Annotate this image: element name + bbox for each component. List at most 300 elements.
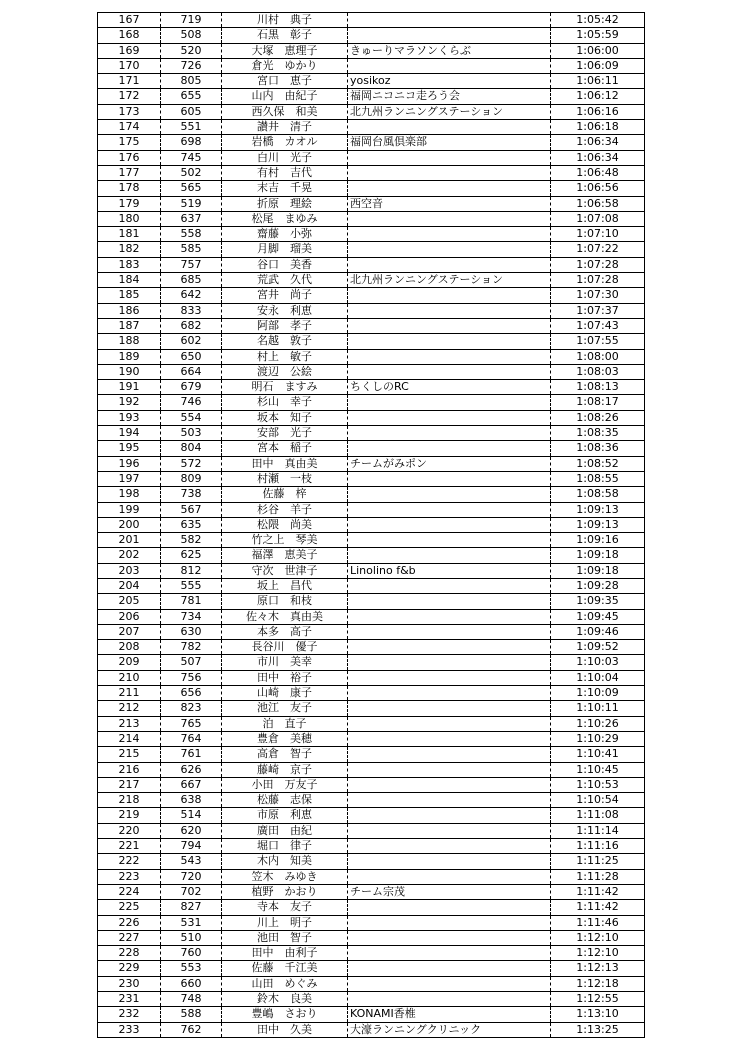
runner-name-cell: 小田 万友子 bbox=[222, 777, 348, 792]
finish-time-cell: 1:05:59 bbox=[551, 28, 645, 43]
table-row bbox=[98, 640, 645, 655]
bib-number-cell: 760 bbox=[161, 946, 222, 961]
bib-number-cell: 794 bbox=[161, 839, 222, 854]
table-row bbox=[98, 242, 645, 257]
rank-cell: 202 bbox=[98, 548, 161, 563]
runner-name-cell: 折原 理絵 bbox=[222, 196, 348, 211]
finish-time-cell: 1:07:22 bbox=[551, 242, 645, 257]
finish-time-cell: 1:09:18 bbox=[551, 548, 645, 563]
team-name-cell: yosikoz bbox=[348, 74, 551, 89]
bib-number-cell: 833 bbox=[161, 303, 222, 318]
table-row bbox=[98, 823, 645, 838]
team-name-cell bbox=[348, 13, 551, 28]
rank-cell: 217 bbox=[98, 777, 161, 792]
table-row bbox=[98, 747, 645, 762]
runner-name-cell: 植野 かおり bbox=[222, 884, 348, 899]
team-name-cell bbox=[348, 900, 551, 915]
finish-time-cell: 1:10:11 bbox=[551, 701, 645, 716]
runner-name-cell: 坂本 知子 bbox=[222, 410, 348, 425]
finish-time-cell: 1:06:18 bbox=[551, 120, 645, 135]
bib-number-cell: 738 bbox=[161, 487, 222, 502]
bib-number-cell: 823 bbox=[161, 701, 222, 716]
table-row bbox=[98, 869, 645, 884]
runner-name-cell: 本多 高子 bbox=[222, 624, 348, 639]
rank-cell: 213 bbox=[98, 716, 161, 731]
team-name-cell bbox=[348, 731, 551, 746]
runner-name-cell: 田中 裕子 bbox=[222, 670, 348, 685]
team-name-cell bbox=[348, 946, 551, 961]
table-row bbox=[98, 686, 645, 701]
table-row bbox=[98, 1022, 645, 1037]
bib-number-cell: 558 bbox=[161, 227, 222, 242]
table-row bbox=[98, 43, 645, 58]
rank-cell: 194 bbox=[98, 426, 161, 441]
team-name-cell bbox=[348, 181, 551, 196]
rank-cell: 233 bbox=[98, 1022, 161, 1037]
rank-cell: 185 bbox=[98, 288, 161, 303]
rank-cell: 184 bbox=[98, 273, 161, 288]
rank-cell: 224 bbox=[98, 884, 161, 899]
table-row bbox=[98, 89, 645, 104]
bib-number-cell: 553 bbox=[161, 961, 222, 976]
finish-time-cell: 1:08:55 bbox=[551, 471, 645, 486]
bib-number-cell: 502 bbox=[161, 165, 222, 180]
runner-name-cell: 堀口 律子 bbox=[222, 839, 348, 854]
finish-time-cell: 1:09:18 bbox=[551, 563, 645, 578]
team-name-cell: 北九州ランニングステーション bbox=[348, 273, 551, 288]
bib-number-cell: 650 bbox=[161, 349, 222, 364]
table-row bbox=[98, 196, 645, 211]
table-row bbox=[98, 1007, 645, 1022]
finish-time-cell: 1:09:13 bbox=[551, 517, 645, 532]
team-name-cell bbox=[348, 533, 551, 548]
runner-name-cell: 倉光 ゆかり bbox=[222, 58, 348, 73]
table-row bbox=[98, 854, 645, 869]
rank-cell: 179 bbox=[98, 196, 161, 211]
team-name-cell bbox=[348, 823, 551, 838]
runner-name-cell: 田中 真由美 bbox=[222, 456, 348, 471]
runner-name-cell: 山内 由紀子 bbox=[222, 89, 348, 104]
team-name-cell bbox=[348, 441, 551, 456]
table-row bbox=[98, 701, 645, 716]
rank-cell: 216 bbox=[98, 762, 161, 777]
runner-name-cell: 長谷川 優子 bbox=[222, 640, 348, 655]
table-row bbox=[98, 227, 645, 242]
table-row bbox=[98, 181, 645, 196]
finish-time-cell: 1:12:18 bbox=[551, 976, 645, 991]
table-row bbox=[98, 13, 645, 28]
bib-number-cell: 720 bbox=[161, 869, 222, 884]
bib-number-cell: 745 bbox=[161, 150, 222, 165]
runner-name-cell: 池江 友子 bbox=[222, 701, 348, 716]
team-name-cell bbox=[348, 869, 551, 884]
runner-name-cell: 宮口 恵子 bbox=[222, 74, 348, 89]
runner-name-cell: 守次 世津子 bbox=[222, 563, 348, 578]
finish-time-cell: 1:09:35 bbox=[551, 594, 645, 609]
finish-time-cell: 1:08:36 bbox=[551, 441, 645, 456]
runner-name-cell: 高倉 智子 bbox=[222, 747, 348, 762]
finish-time-cell: 1:10:29 bbox=[551, 731, 645, 746]
bib-number-cell: 781 bbox=[161, 594, 222, 609]
rank-cell: 186 bbox=[98, 303, 161, 318]
rank-cell: 178 bbox=[98, 181, 161, 196]
rank-cell: 220 bbox=[98, 823, 161, 838]
bib-number-cell: 809 bbox=[161, 471, 222, 486]
runner-name-cell: 齋藤 小弥 bbox=[222, 227, 348, 242]
team-name-cell bbox=[348, 808, 551, 823]
finish-time-cell: 1:08:17 bbox=[551, 395, 645, 410]
table-row bbox=[98, 793, 645, 808]
bib-number-cell: 620 bbox=[161, 823, 222, 838]
finish-time-cell: 1:06:34 bbox=[551, 150, 645, 165]
finish-time-cell: 1:10:54 bbox=[551, 793, 645, 808]
bib-number-cell: 827 bbox=[161, 900, 222, 915]
team-name-cell bbox=[348, 487, 551, 502]
finish-time-cell: 1:09:16 bbox=[551, 533, 645, 548]
runner-name-cell: 月脚 瑠美 bbox=[222, 242, 348, 257]
bib-number-cell: 748 bbox=[161, 992, 222, 1007]
finish-time-cell: 1:06:09 bbox=[551, 58, 645, 73]
bib-number-cell: 520 bbox=[161, 43, 222, 58]
team-name-cell: 北九州ランニングステーション bbox=[348, 104, 551, 119]
finish-time-cell: 1:13:25 bbox=[551, 1022, 645, 1037]
team-name-cell bbox=[348, 150, 551, 165]
finish-time-cell: 1:09:45 bbox=[551, 609, 645, 624]
table-row bbox=[98, 777, 645, 792]
bib-number-cell: 531 bbox=[161, 915, 222, 930]
table-row bbox=[98, 961, 645, 976]
table-row bbox=[98, 517, 645, 532]
bib-number-cell: 756 bbox=[161, 670, 222, 685]
team-name-cell bbox=[348, 655, 551, 670]
table-row bbox=[98, 655, 645, 670]
table-row bbox=[98, 915, 645, 930]
team-name-cell bbox=[348, 915, 551, 930]
runner-name-cell: 石黒 彰子 bbox=[222, 28, 348, 43]
finish-time-cell: 1:10:41 bbox=[551, 747, 645, 762]
bib-number-cell: 734 bbox=[161, 609, 222, 624]
table-row bbox=[98, 28, 645, 43]
runner-name-cell: 松尾 まゆみ bbox=[222, 211, 348, 226]
table-row bbox=[98, 731, 645, 746]
finish-time-cell: 1:12:10 bbox=[551, 946, 645, 961]
team-name-cell bbox=[348, 471, 551, 486]
runner-name-cell: 川上 明子 bbox=[222, 915, 348, 930]
table-row bbox=[98, 563, 645, 578]
bib-number-cell: 757 bbox=[161, 257, 222, 272]
bib-number-cell: 664 bbox=[161, 364, 222, 379]
runner-name-cell: 池田 智子 bbox=[222, 930, 348, 945]
finish-time-cell: 1:11:25 bbox=[551, 854, 645, 869]
team-name-cell bbox=[348, 227, 551, 242]
bib-number-cell: 508 bbox=[161, 28, 222, 43]
finish-time-cell: 1:11:42 bbox=[551, 900, 645, 915]
table-row bbox=[98, 992, 645, 1007]
table-row bbox=[98, 135, 645, 150]
rank-cell: 231 bbox=[98, 992, 161, 1007]
finish-time-cell: 1:07:28 bbox=[551, 257, 645, 272]
runner-name-cell: 佐々木 真由美 bbox=[222, 609, 348, 624]
runner-name-cell: 有村 吉代 bbox=[222, 165, 348, 180]
runner-name-cell: 岩橋 カオル bbox=[222, 135, 348, 150]
runner-name-cell: 泊 直子 bbox=[222, 716, 348, 731]
table-row bbox=[98, 670, 645, 685]
team-name-cell bbox=[348, 318, 551, 333]
finish-time-cell: 1:11:46 bbox=[551, 915, 645, 930]
team-name-cell bbox=[348, 992, 551, 1007]
runner-name-cell: 村上 敏子 bbox=[222, 349, 348, 364]
bib-number-cell: 543 bbox=[161, 854, 222, 869]
rank-cell: 206 bbox=[98, 609, 161, 624]
bib-number-cell: 585 bbox=[161, 242, 222, 257]
table-row bbox=[98, 884, 645, 899]
finish-time-cell: 1:11:28 bbox=[551, 869, 645, 884]
runner-name-cell: 田中 由利子 bbox=[222, 946, 348, 961]
finish-time-cell: 1:06:00 bbox=[551, 43, 645, 58]
finish-time-cell: 1:06:12 bbox=[551, 89, 645, 104]
finish-time-cell: 1:09:52 bbox=[551, 640, 645, 655]
table-row bbox=[98, 58, 645, 73]
runner-name-cell: 田中 久美 bbox=[222, 1022, 348, 1037]
runner-name-cell: 山田 めぐみ bbox=[222, 976, 348, 991]
rank-cell: 195 bbox=[98, 441, 161, 456]
runner-name-cell: 渡辺 公絵 bbox=[222, 364, 348, 379]
rank-cell: 205 bbox=[98, 594, 161, 609]
finish-time-cell: 1:11:16 bbox=[551, 839, 645, 854]
rank-cell: 183 bbox=[98, 257, 161, 272]
rank-cell: 190 bbox=[98, 364, 161, 379]
rank-cell: 191 bbox=[98, 380, 161, 395]
rank-cell: 197 bbox=[98, 471, 161, 486]
rank-cell: 221 bbox=[98, 839, 161, 854]
finish-time-cell: 1:09:28 bbox=[551, 578, 645, 593]
table-row bbox=[98, 624, 645, 639]
rank-cell: 182 bbox=[98, 242, 161, 257]
finish-time-cell: 1:11:08 bbox=[551, 808, 645, 823]
bib-number-cell: 642 bbox=[161, 288, 222, 303]
team-name-cell bbox=[348, 839, 551, 854]
bib-number-cell: 812 bbox=[161, 563, 222, 578]
team-name-cell bbox=[348, 28, 551, 43]
finish-time-cell: 1:06:58 bbox=[551, 196, 645, 211]
team-name-cell bbox=[348, 854, 551, 869]
table-row bbox=[98, 334, 645, 349]
runner-name-cell: 明石 ますみ bbox=[222, 380, 348, 395]
finish-time-cell: 1:07:28 bbox=[551, 273, 645, 288]
bib-number-cell: 555 bbox=[161, 578, 222, 593]
team-name-cell bbox=[348, 716, 551, 731]
table-row bbox=[98, 900, 645, 915]
bib-number-cell: 761 bbox=[161, 747, 222, 762]
team-name-cell bbox=[348, 334, 551, 349]
rank-cell: 187 bbox=[98, 318, 161, 333]
bib-number-cell: 762 bbox=[161, 1022, 222, 1037]
team-name-cell bbox=[348, 410, 551, 425]
table-row bbox=[98, 395, 645, 410]
finish-time-cell: 1:06:48 bbox=[551, 165, 645, 180]
rank-cell: 201 bbox=[98, 533, 161, 548]
rank-cell: 169 bbox=[98, 43, 161, 58]
rank-cell: 173 bbox=[98, 104, 161, 119]
bib-number-cell: 630 bbox=[161, 624, 222, 639]
bib-number-cell: 565 bbox=[161, 181, 222, 196]
team-name-cell bbox=[348, 211, 551, 226]
rank-cell: 171 bbox=[98, 74, 161, 89]
finish-time-cell: 1:10:26 bbox=[551, 716, 645, 731]
team-name-cell bbox=[348, 364, 551, 379]
rank-cell: 175 bbox=[98, 135, 161, 150]
table-row bbox=[98, 257, 645, 272]
runner-name-cell: 藤崎 京子 bbox=[222, 762, 348, 777]
table-row bbox=[98, 930, 645, 945]
runner-name-cell: 福澤 恵美子 bbox=[222, 548, 348, 563]
bib-number-cell: 551 bbox=[161, 120, 222, 135]
table-row bbox=[98, 288, 645, 303]
rank-cell: 199 bbox=[98, 502, 161, 517]
table-row bbox=[98, 976, 645, 991]
rank-cell: 177 bbox=[98, 165, 161, 180]
rank-cell: 198 bbox=[98, 487, 161, 502]
table-row bbox=[98, 762, 645, 777]
rank-cell: 232 bbox=[98, 1007, 161, 1022]
table-row bbox=[98, 426, 645, 441]
rank-cell: 225 bbox=[98, 900, 161, 915]
runner-name-cell: 杉山 幸子 bbox=[222, 395, 348, 410]
runner-name-cell: 末吉 千晃 bbox=[222, 181, 348, 196]
bib-number-cell: 638 bbox=[161, 793, 222, 808]
team-name-cell bbox=[348, 58, 551, 73]
table-row bbox=[98, 594, 645, 609]
team-name-cell bbox=[348, 165, 551, 180]
finish-time-cell: 1:09:13 bbox=[551, 502, 645, 517]
team-name-cell bbox=[348, 793, 551, 808]
team-name-cell bbox=[348, 303, 551, 318]
bib-number-cell: 635 bbox=[161, 517, 222, 532]
team-name-cell bbox=[348, 257, 551, 272]
table-row bbox=[98, 150, 645, 165]
bib-number-cell: 805 bbox=[161, 74, 222, 89]
team-name-cell bbox=[348, 701, 551, 716]
table-row bbox=[98, 441, 645, 456]
table-row bbox=[98, 548, 645, 563]
team-name-cell: Linolino f&b bbox=[348, 563, 551, 578]
table-row bbox=[98, 410, 645, 425]
team-name-cell bbox=[348, 609, 551, 624]
team-name-cell bbox=[348, 395, 551, 410]
bib-number-cell: 698 bbox=[161, 135, 222, 150]
rank-cell: 174 bbox=[98, 120, 161, 135]
runner-name-cell: 村瀬 一枝 bbox=[222, 471, 348, 486]
table-row bbox=[98, 502, 645, 517]
runner-name-cell: 市原 利恵 bbox=[222, 808, 348, 823]
rank-cell: 207 bbox=[98, 624, 161, 639]
table-row bbox=[98, 303, 645, 318]
runner-name-cell: 豊倉 美穂 bbox=[222, 731, 348, 746]
team-name-cell: 福岡ニコニコ走ろう会 bbox=[348, 89, 551, 104]
rank-cell: 204 bbox=[98, 578, 161, 593]
results-table bbox=[97, 12, 645, 1038]
runner-name-cell: 安部 光子 bbox=[222, 426, 348, 441]
runner-name-cell: 谷口 美香 bbox=[222, 257, 348, 272]
table-row bbox=[98, 273, 645, 288]
finish-time-cell: 1:12:10 bbox=[551, 930, 645, 945]
runner-name-cell: 名越 敦子 bbox=[222, 334, 348, 349]
bib-number-cell: 514 bbox=[161, 808, 222, 823]
team-name-cell bbox=[348, 578, 551, 593]
runner-name-cell: 寺本 友子 bbox=[222, 900, 348, 915]
rank-cell: 188 bbox=[98, 334, 161, 349]
finish-time-cell: 1:13:10 bbox=[551, 1007, 645, 1022]
rank-cell: 230 bbox=[98, 976, 161, 991]
rank-cell: 170 bbox=[98, 58, 161, 73]
finish-time-cell: 1:08:13 bbox=[551, 380, 645, 395]
table-row bbox=[98, 609, 645, 624]
table-row bbox=[98, 104, 645, 119]
team-name-cell bbox=[348, 762, 551, 777]
finish-time-cell: 1:10:03 bbox=[551, 655, 645, 670]
rank-cell: 227 bbox=[98, 930, 161, 945]
finish-time-cell: 1:05:42 bbox=[551, 13, 645, 28]
runner-name-cell: 川村 典子 bbox=[222, 13, 348, 28]
runner-name-cell: 廣田 由紀 bbox=[222, 823, 348, 838]
team-name-cell bbox=[348, 624, 551, 639]
bib-number-cell: 765 bbox=[161, 716, 222, 731]
rank-cell: 210 bbox=[98, 670, 161, 685]
rank-cell: 193 bbox=[98, 410, 161, 425]
rank-cell: 215 bbox=[98, 747, 161, 762]
runner-name-cell: 松隈 尚美 bbox=[222, 517, 348, 532]
runner-name-cell: 松藤 志保 bbox=[222, 793, 348, 808]
finish-time-cell: 1:07:10 bbox=[551, 227, 645, 242]
finish-time-cell: 1:10:04 bbox=[551, 670, 645, 685]
bib-number-cell: 567 bbox=[161, 502, 222, 517]
runner-name-cell: 阿部 孝子 bbox=[222, 318, 348, 333]
table-row bbox=[98, 578, 645, 593]
bib-number-cell: 656 bbox=[161, 686, 222, 701]
finish-time-cell: 1:11:14 bbox=[551, 823, 645, 838]
table-row bbox=[98, 716, 645, 731]
finish-time-cell: 1:08:58 bbox=[551, 487, 645, 502]
rank-cell: 176 bbox=[98, 150, 161, 165]
bib-number-cell: 726 bbox=[161, 58, 222, 73]
rank-cell: 226 bbox=[98, 915, 161, 930]
bib-number-cell: 572 bbox=[161, 456, 222, 471]
bib-number-cell: 519 bbox=[161, 196, 222, 211]
finish-time-cell: 1:07:55 bbox=[551, 334, 645, 349]
finish-time-cell: 1:08:52 bbox=[551, 456, 645, 471]
team-name-cell bbox=[348, 777, 551, 792]
bib-number-cell: 679 bbox=[161, 380, 222, 395]
bib-number-cell: 605 bbox=[161, 104, 222, 119]
rank-cell: 200 bbox=[98, 517, 161, 532]
bib-number-cell: 782 bbox=[161, 640, 222, 655]
runner-name-cell: 杉谷 羊子 bbox=[222, 502, 348, 517]
rank-cell: 192 bbox=[98, 395, 161, 410]
finish-time-cell: 1:07:08 bbox=[551, 211, 645, 226]
runner-name-cell: 安永 利恵 bbox=[222, 303, 348, 318]
finish-time-cell: 1:08:00 bbox=[551, 349, 645, 364]
team-name-cell bbox=[348, 930, 551, 945]
bib-number-cell: 625 bbox=[161, 548, 222, 563]
rank-cell: 208 bbox=[98, 640, 161, 655]
rank-cell: 214 bbox=[98, 731, 161, 746]
results-table-body bbox=[98, 13, 645, 1038]
runner-name-cell: 讃井 清子 bbox=[222, 120, 348, 135]
bib-number-cell: 660 bbox=[161, 976, 222, 991]
team-name-cell: 福岡台風倶楽部 bbox=[348, 135, 551, 150]
rank-cell: 172 bbox=[98, 89, 161, 104]
bib-number-cell: 702 bbox=[161, 884, 222, 899]
